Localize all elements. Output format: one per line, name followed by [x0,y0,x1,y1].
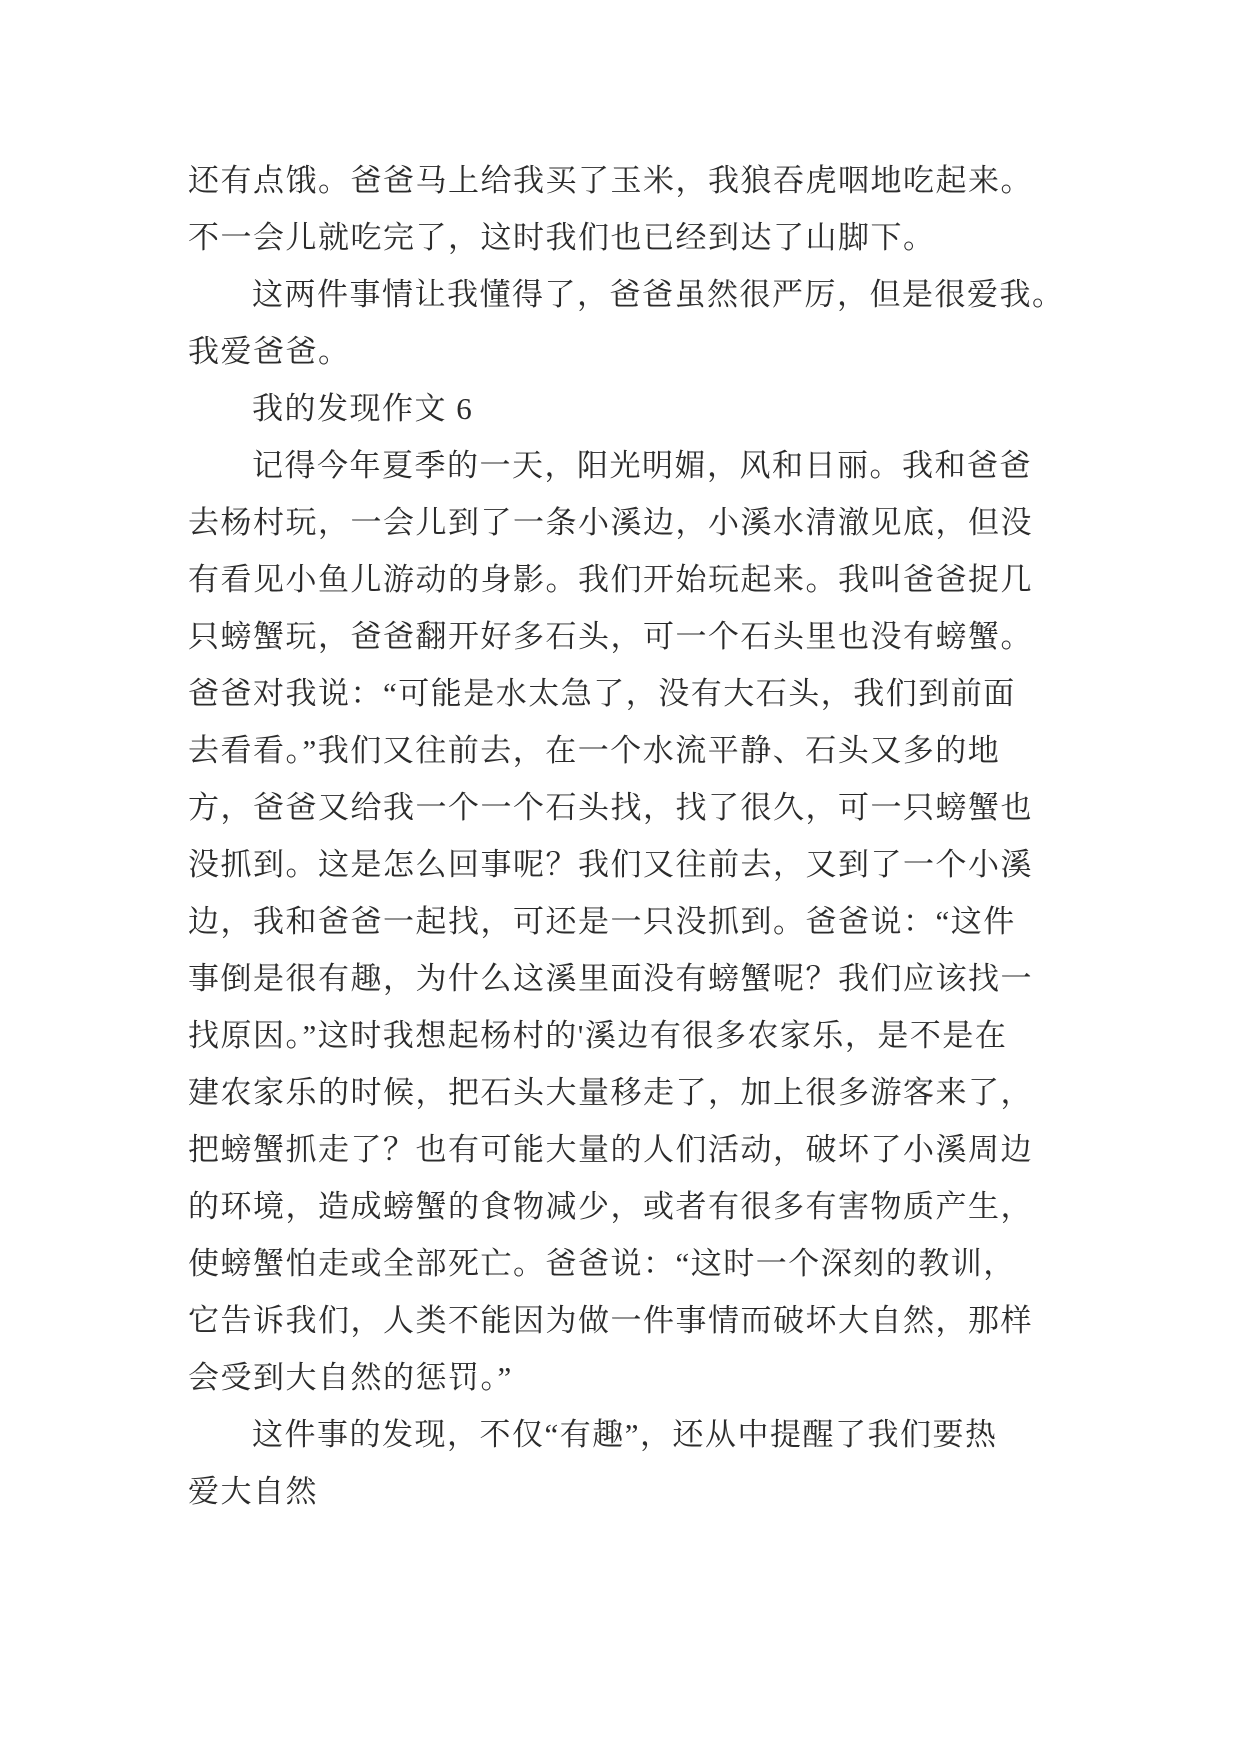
text-line: 这件事的发现，不仅“有趣”，还从中提醒了我们要热 [252,1417,998,1452]
paragraph-essay-body [188,437,1074,1406]
paragraph-continuation [188,152,1074,266]
text-line: 找原因。”这时我想起杨村的'溪边有很多农家乐，是不是在 [188,1018,1008,1053]
text-line: 不一会儿就吃完了，这时我们也已经到达了山脚下。 [188,220,936,255]
text-line: 爸爸对我说：“可能是水太急了，没有大石头，我们到前面 [188,676,1016,711]
paragraph-closing [188,1406,1074,1520]
text-line: 会受到大自然的惩罚。” [188,1360,513,1395]
text-line: 方，爸爸又给我一个一个石头找，找了很久，可一只螃蟹也 [188,790,1033,825]
text-line: 去杨村玩，一会儿到了一条小溪边，小溪水清澈见底，但没 [188,505,1033,540]
text-line: 把螃蟹抓走了？也有可能大量的人们活动，破坏了小溪周边 [188,1132,1033,1167]
text-line: 有看见小鱼儿游动的身影。我们开始玩起来。我叫爸爸捉几 [188,562,1033,597]
text-line: 建农家乐的时候，把石头大量移走了，加上很多游客来了， [188,1075,1033,1110]
text-line: 只螃蟹玩，爸爸翻开好多石头，可一个石头里也没有螃蟹。 [188,619,1033,654]
paragraph-section-title [188,380,1074,437]
text-line: 记得今年夏季的一天，阳光明媚，风和日丽。我和爸爸 [252,448,1032,483]
text-line: 事倒是很有趣，为什么这溪里面没有螃蟹呢？我们应该找一 [188,961,1033,996]
text-line: 这两件事情让我懂得了，爸爸虽然很严厉，但是很爱我。 [252,277,1065,312]
text-line: 使螃蟹怕走或全部死亡。爸爸说：“这时一个深刻的教训， [188,1246,1016,1281]
text-line: 没抓到。这是怎么回事呢？我们又往前去，又到了一个小溪 [188,847,1033,882]
text-line: 爱大自然 [188,1474,318,1509]
text-line: 我爱爸爸。 [188,334,351,369]
essay-text-block [188,152,1074,1520]
essay-section-title: 我的发现作文 6 [252,391,474,426]
text-line: 去看看。”我们又往前去，在一个水流平静、石头又多的地 [188,733,1001,768]
paragraph-conclusion-prev-essay [188,266,1074,380]
text-line: 还有点饿。爸爸马上给我买了玉米，我狼吞虎咽地吃起来。 [188,163,1033,198]
text-line: 它告诉我们，人类不能因为做一件事情而破坏大自然，那样 [188,1303,1033,1338]
text-line: 边，我和爸爸一起找，可还是一只没抓到。爸爸说：“这件 [188,904,1016,939]
text-line: 的环境，造成螃蟹的食物减少，或者有很多有害物质产生， [188,1189,1033,1224]
